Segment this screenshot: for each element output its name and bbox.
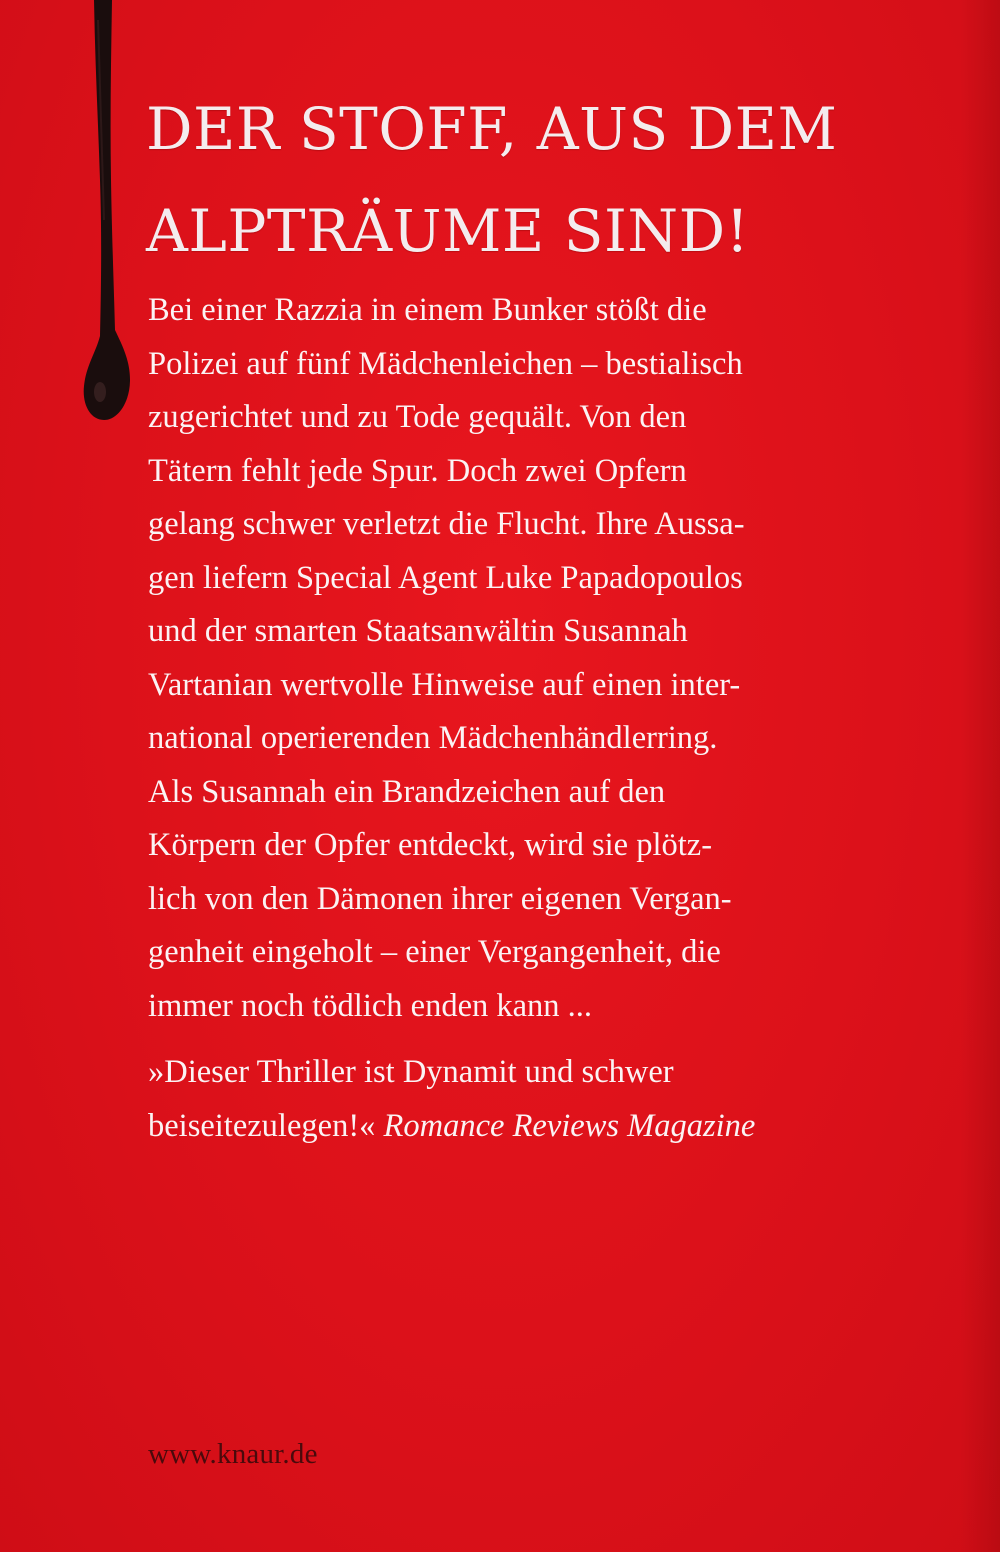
- quote-text-end: beiseitezulegen!«: [148, 1107, 384, 1144]
- quote-line-2: [148, 1100, 948, 1154]
- blurb-line: Vartanian wertvolle Hinweise auf einen inter-: [148, 666, 741, 703]
- blurb-line: immer noch tödlich enden kann ...: [148, 987, 593, 1024]
- blurb-line: Als Susannah ein Brandzeichen auf den: [148, 773, 666, 810]
- blurb-line: Körpern der Opfer entdeckt, wird sie plötz-: [148, 827, 713, 863]
- quote-source: Romance Reviews Magazine: [383, 1107, 756, 1144]
- review-quote: [148, 1046, 948, 1153]
- blood-drip-icon: [60, 0, 150, 440]
- blurb-line: zugerichtet und zu Tode gequält. Von den: [148, 399, 687, 435]
- publisher-website[interactable]: www.knaur.de: [148, 1438, 318, 1470]
- blurb-line: Bei einer Razzia in einem Bunker stößt die: [148, 292, 707, 328]
- blurb-line: Polizei auf fünf Mädchenleichen – bestialisch: [148, 345, 743, 382]
- blurb-line: lich von den Dämonen ihrer eigenen Vergan-: [148, 880, 732, 917]
- blurb-line: national operierenden Mädchenhändlerring.: [148, 720, 718, 756]
- blurb-line: genheit eingeholt – einer Vergangenheit, die: [148, 934, 721, 970]
- blurb-text: [148, 284, 928, 1033]
- quote-line-1: »Dieser Thriller ist Dynamit und schwer: [148, 1054, 674, 1090]
- blurb-line: gelang schwer verletzt die Flucht. Ihre Aussa-: [148, 506, 745, 542]
- blurb-line: gen liefern Special Agent Luke Papadopoulos: [148, 559, 743, 596]
- blurb-line: Tätern fehlt jede Spur. Doch zwei Opfern: [148, 452, 687, 489]
- headline-line-1: DER STOFF, AUS DEM: [146, 95, 838, 163]
- headline: [146, 78, 966, 282]
- blurb-line: und der smarten Staatsanwältin Susannah: [148, 613, 688, 649]
- edge-shadow: [960, 0, 1000, 1552]
- headline-line-2: ALPTRÄUME SIND!: [146, 197, 750, 265]
